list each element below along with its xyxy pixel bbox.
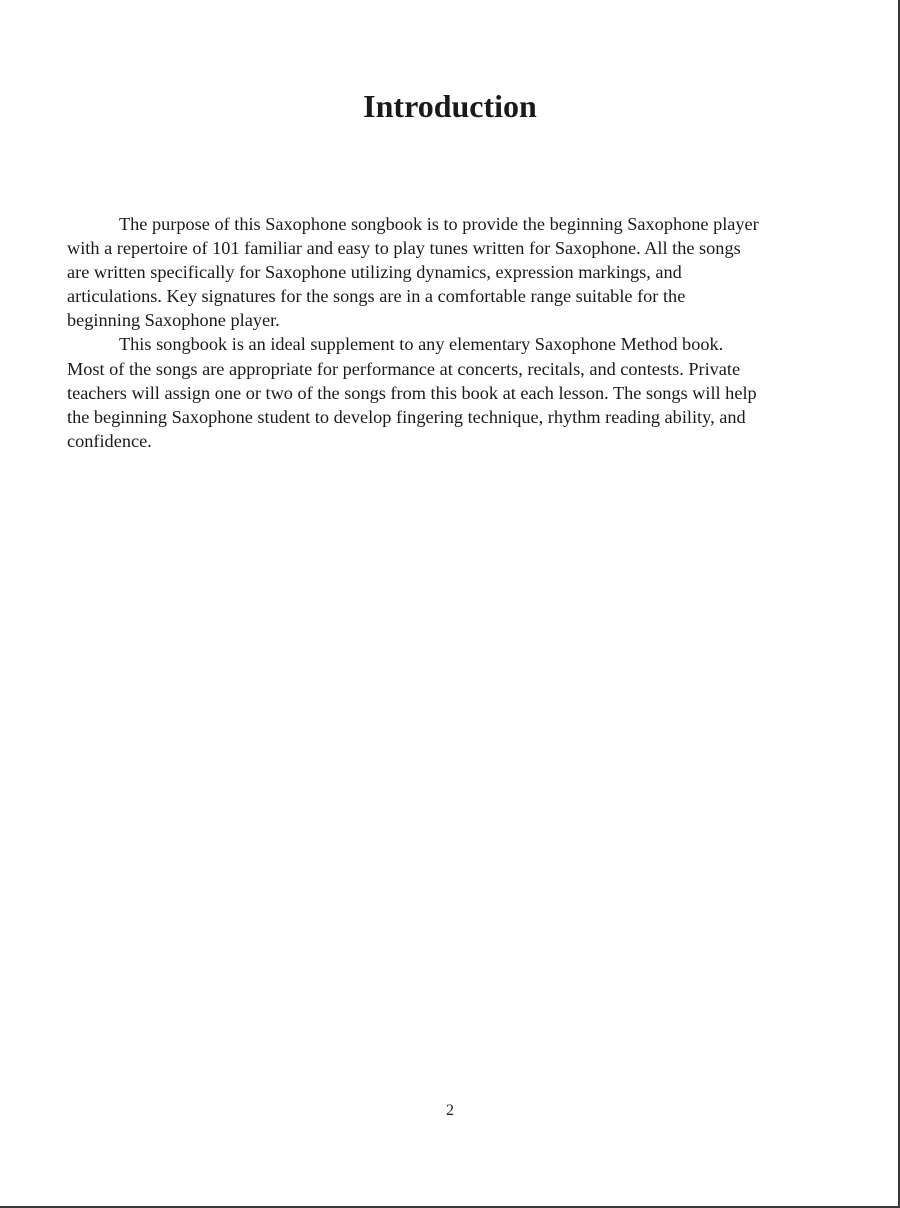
text-line: teachers will assign one or two of the songs from this book at each lesson. The songs will help bbox=[67, 382, 757, 403]
text-line: confidence. bbox=[67, 430, 152, 451]
text-line: beginning Saxophone player. bbox=[67, 310, 280, 331]
body-text bbox=[67, 212, 837, 453]
page-number: 2 bbox=[446, 1102, 454, 1119]
text-line: with a repertoire of 101 familiar and easy to play tunes written for Saxophone. All the songs bbox=[67, 238, 741, 259]
text-line: are written specifically for Saxophone utilizing dynamics, expression markings, and bbox=[67, 262, 682, 283]
text-line: Most of the songs are appropriate for performance at concerts, recitals, and contests. Private bbox=[67, 358, 741, 379]
text-line: The purpose of this Saxophone songbook is to provide the beginning Saxophone player bbox=[119, 214, 759, 234]
paragraph-purpose bbox=[67, 212, 837, 332]
page-title: Introduction bbox=[363, 88, 537, 124]
text-line: articulations. Key signatures for the songs are in a comfortable range suitable for the bbox=[67, 286, 686, 307]
text-line: the beginning Saxophone student to develop fingering technique, rhythm reading ability, and bbox=[67, 406, 746, 427]
paragraph-supplement bbox=[67, 332, 837, 452]
text-line: This songbook is an ideal supplement to any elementary Saxophone Method book. bbox=[119, 334, 724, 355]
